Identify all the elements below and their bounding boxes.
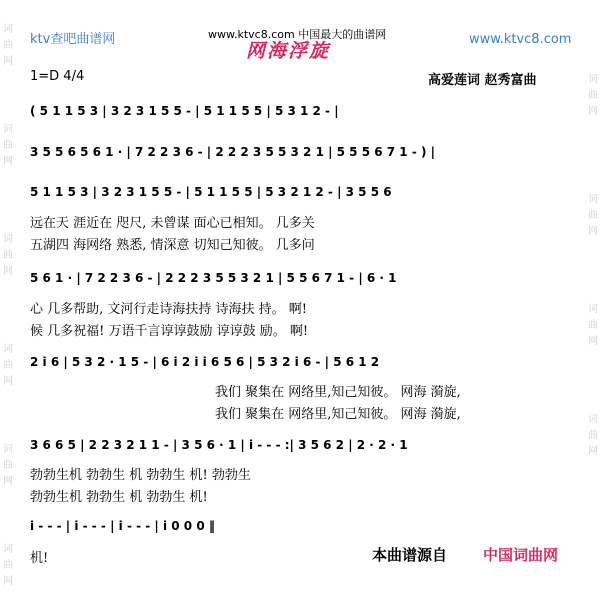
key-signature: 1=D 4/4 xyxy=(30,69,85,84)
watermark-char: 曲 xyxy=(3,40,13,51)
watermark-char: 网 xyxy=(588,446,598,457)
composer-credit: 高爱莲词 赵秀富曲 xyxy=(428,73,537,88)
lyric-line: 候 几多祝福! 万语千言谆谆鼓励 谆谆鼓 励。 啊! xyxy=(30,324,309,339)
song-title: 网海浮旋 xyxy=(246,40,331,62)
lyric-line: 勃勃生机 勃勃生 机 勃勃生 机! 勃勃生 xyxy=(30,468,251,483)
site-link-right[interactable]: www.ktvc8.com xyxy=(469,32,572,47)
score-line: 5 1 1 5 3 | 3 2 3 1 5 5 - | 5 1 1 5 5 | 5 3 2 1 2 - | 3 5 5 6 xyxy=(30,185,392,199)
watermark-char: 词 xyxy=(3,234,13,245)
lyric-line: 五湖四 海网络 熟悉, 情深意 切知己知彼。 几多问 xyxy=(30,238,315,253)
watermark-char: 词 xyxy=(3,24,13,35)
watermark-char: 曲 xyxy=(588,430,598,441)
watermark-char: 网 xyxy=(588,226,598,237)
lyric-line: 我们 聚集在 网络里,知己知彼。 网海 漪旋, xyxy=(215,385,461,400)
watermark-char: 词 xyxy=(588,304,598,315)
watermark-char: 词 xyxy=(3,124,13,135)
watermark-char: 曲 xyxy=(3,460,13,471)
lyric-line: 远在天 涯近在 咫尺, 未曾谋 面心已相知。 几多关 xyxy=(30,216,315,231)
source-label: 本曲谱源自 xyxy=(372,546,448,564)
site-banner-center[interactable]: www.ktvc8.com 中国最大的曲谱网 xyxy=(208,28,387,41)
lyric-line: 机! xyxy=(30,551,49,566)
lyric-line: 勃勃生机 勃勃生 机 勃勃生 机! xyxy=(30,490,208,505)
site-link-left[interactable]: ktv查吧曲谱网 xyxy=(30,32,116,47)
watermark-char: 曲 xyxy=(3,360,13,371)
watermark-char: 网 xyxy=(3,56,13,67)
lyric-line: 我们 聚集在 网络里,知己知彼。 网海 漪旋, xyxy=(215,407,461,422)
watermark-char: 网 xyxy=(3,156,13,167)
score-line: i - - - | i - - - | i - - - | i 0 0 0 ‖ xyxy=(30,519,215,533)
watermark-char: 词 xyxy=(3,544,13,555)
watermark-char: 词 xyxy=(3,344,13,355)
watermark-char: 词 xyxy=(588,194,598,205)
watermark-left xyxy=(3,0,17,591)
score-line: 3 6 6 5 | 2 2 3 2 1 1 - | 3 5 6 · 1 | i - - - :| 3 5 6 2 | 2 · 2 · 1 xyxy=(30,438,408,452)
watermark-char: 曲 xyxy=(588,90,598,101)
watermark-char: 网 xyxy=(588,336,598,347)
score-line: 3 5 5 6 5 6 1 · | 7 2 2 3 6 - | 2 2 2 3 5 5 3 2 1 | 5 5 5 6 7 1 - ) | xyxy=(30,145,436,159)
source-site-link[interactable]: 中国词曲网 xyxy=(483,546,559,564)
score-line: 2 i 6 | 5 3 2 · 1 5 - | 6 i 2 i i 6 5 6 | 5 3 2 i 6 - | 5 6 1 2 xyxy=(30,355,380,369)
watermark-char: 曲 xyxy=(3,250,13,261)
watermark-char: 曲 xyxy=(3,140,13,151)
watermark-char: 曲 xyxy=(3,560,13,571)
score-line: ( 5 1 1 5 3 | 3 2 3 1 5 5 - | 5 1 1 5 5 | 5 3 1 2 - | xyxy=(30,104,339,118)
score-line: 5 6 1 · | 7 2 2 3 6 - | 2 2 2 3 5 5 3 2 1 | 5 5 6 7 1 - | 6 · 1 xyxy=(30,271,397,285)
watermark-char: 网 xyxy=(588,106,598,117)
watermark-char: 曲 xyxy=(588,320,598,331)
watermark-char: 网 xyxy=(3,476,13,487)
watermark-char: 词 xyxy=(588,74,598,85)
lyric-line: 心 几多帮助, 文河行走诗海扶持 诗海扶 持。 啊! xyxy=(30,302,308,317)
watermark-char: 网 xyxy=(3,576,13,587)
watermark-char: 网 xyxy=(3,266,13,277)
watermark-char: 曲 xyxy=(588,210,598,221)
watermark-right xyxy=(588,0,602,591)
watermark-char: 词 xyxy=(3,444,13,455)
watermark-char: 词 xyxy=(588,414,598,425)
watermark-char: 网 xyxy=(3,376,13,387)
